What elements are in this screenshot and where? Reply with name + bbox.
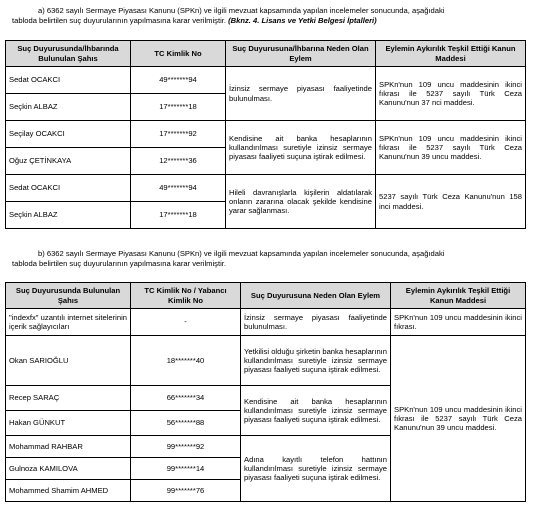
person-name-cell: Recep SARAÇ <box>6 386 131 411</box>
person-name-cell: Seçilay OCAKCI <box>6 121 131 148</box>
action-cell: Adına kayıtlı telefon hattının kullandırılması suretiyle izinsiz sermaye piyasası faaliyeti suçuna iştirak edilmesi. <box>241 436 391 502</box>
tc-number-cell: 49*******94 <box>131 67 226 94</box>
table-row <box>6 336 526 386</box>
tc-number-cell: 56*******88 <box>131 411 241 436</box>
tc-number-cell: 99*******14 <box>131 458 241 480</box>
section-a-table <box>5 40 526 229</box>
tc-number-cell: 99*******92 <box>131 436 241 458</box>
tc-number-cell: 12*******36 <box>131 148 226 175</box>
section-a-intro <box>12 6 524 26</box>
action-cell: Yetkilisi olduğu şirketin banka hesaplarının kullandırılması suretiyle izinsiz sermaye piyasası faaliyeti suçuna iştirak edilmesi. <box>241 336 391 386</box>
law-cell: 5237 sayılı Türk Ceza Kanunu'nun 158 inci maddesi. <box>376 175 526 229</box>
tc-number-cell: 99*******76 <box>131 480 241 502</box>
person-name-cell: Okan SARIOĞLU <box>6 336 131 386</box>
action-cell: Hileli davranışlarla kişilerin aldatılarak onların zararına olacak şekilde kendisine yarar sağlanması. <box>226 175 376 229</box>
column-header: Suç Duyurusuna Neden Olan Eylem <box>241 283 391 309</box>
tc-number-cell: 17*******92 <box>131 121 226 148</box>
person-name-cell: "indexfx" uzantılı internet sitelerinin içerik sağlayıcıları <box>6 309 131 336</box>
table-row <box>6 175 526 202</box>
table-row <box>6 67 526 94</box>
law-cell: SPKn'nun 109 uncu maddesinin ikinci fıkrası. <box>391 309 526 336</box>
section-b-intro-lead: b) 6362 sayılı Sermaye Piyasası Kanunu (SPKn) ve ilgili mevzuat kapsamında yapılan incelemeler sonucunda, aşağıdaki <box>38 249 445 258</box>
section-b-intro <box>12 249 524 269</box>
person-name-cell: Gulnoza KAMILOVA <box>6 458 131 480</box>
person-name-cell: Sedat OCAKCI <box>6 175 131 202</box>
column-header: Suç Duyurusuna/İhbarına Neden Olan Eylem <box>226 41 376 67</box>
action-cell: Kendisine ait banka hesaplarının kullandırılması suretiyle izinsiz sermaye piyasası faaliyeti suçuna iştirak edilmesi. <box>226 121 376 175</box>
section-b-table <box>5 282 526 502</box>
column-header: Eylemin Aykırılık Teşkil Ettiği Kanun Maddesi <box>376 41 526 67</box>
law-cell: SPKn'nun 109 uncu maddesinin ikinci fıkrası ile 5237 sayılı Türk Ceza Kanunu'nun 39 uncu maddesi. <box>391 336 526 502</box>
column-header: TC Kimlik No <box>131 41 226 67</box>
tc-number-cell: 18*******40 <box>131 336 241 386</box>
section-b-intro-rest: tabloda belirtilen suç duyurularının yapılmasına karar verilmiştir. <box>12 259 226 268</box>
tc-number-cell: - <box>131 309 241 336</box>
tc-number-cell: 66*******34 <box>131 386 241 411</box>
table-row <box>6 121 526 148</box>
section-a-intro-ref: (Bknz. 4. Lisans ve Yetki Belgesi İptalleri) <box>228 16 377 25</box>
person-name-cell: Oğuz ÇETİNKAYA <box>6 148 131 175</box>
column-header: TC Kimlik No / Yabancı Kimlik No <box>131 283 241 309</box>
table-header-row <box>6 283 526 309</box>
tc-number-cell: 17*******18 <box>131 94 226 121</box>
section-a-intro-rest: tabloda belirtilen suç duyurularının yapılmasına karar verilmiştir. <box>12 16 226 25</box>
table-header-row <box>6 41 526 67</box>
person-name-cell: Hakan GÜNKUT <box>6 411 131 436</box>
person-name-cell: Mohammad RAHBAR <box>6 436 131 458</box>
table-row <box>6 309 526 336</box>
person-name-cell: Seçkin ALBAZ <box>6 202 131 229</box>
law-cell: SPKn'nun 109 uncu maddesinin ikinci fıkrası ile 5237 sayılı Türk Ceza Kanunu'nun 37 nci maddesi. <box>376 67 526 121</box>
section-a-intro-lead: a) 6362 sayılı Sermaye Piyasası Kanunu (SPKn) ve ilgili mevzuat kapsamında yapılan incelemeler sonucunda, aşağıdaki <box>38 6 445 15</box>
law-cell: SPKn'nun 109 uncu maddesinin ikinci fıkrası ile 5237 sayılı Türk Ceza Kanunu'nun 39 uncu maddesi. <box>376 121 526 175</box>
tc-number-cell: 17*******18 <box>131 202 226 229</box>
person-name-cell: Mohammed Shamim AHMED <box>6 480 131 502</box>
tc-number-cell: 49*******94 <box>131 175 226 202</box>
person-name-cell: Seçkin ALBAZ <box>6 94 131 121</box>
column-header: Eylemin Aykırılık Teşkil Ettiği Kanun Maddesi <box>391 283 526 309</box>
action-cell: Kendisine ait banka hesaplarının kullandırılması suretiyle izinsiz sermaye piyasası faaliyeti suçuna iştirak edilmesi. <box>241 386 391 436</box>
action-cell: İzinsiz sermaye piyasası faaliyetinde bulunulması. <box>241 309 391 336</box>
person-name-cell: Sedat OCAKCI <box>6 67 131 94</box>
action-cell: İzinsiz sermaye piyasası faaliyetinde bulunulması. <box>226 67 376 121</box>
column-header: Suç Duyurusunda/İhbarında Bulunulan Şahıs <box>6 41 131 67</box>
column-header: Suç Duyurusunda Bulunulan Şahıs <box>6 283 131 309</box>
